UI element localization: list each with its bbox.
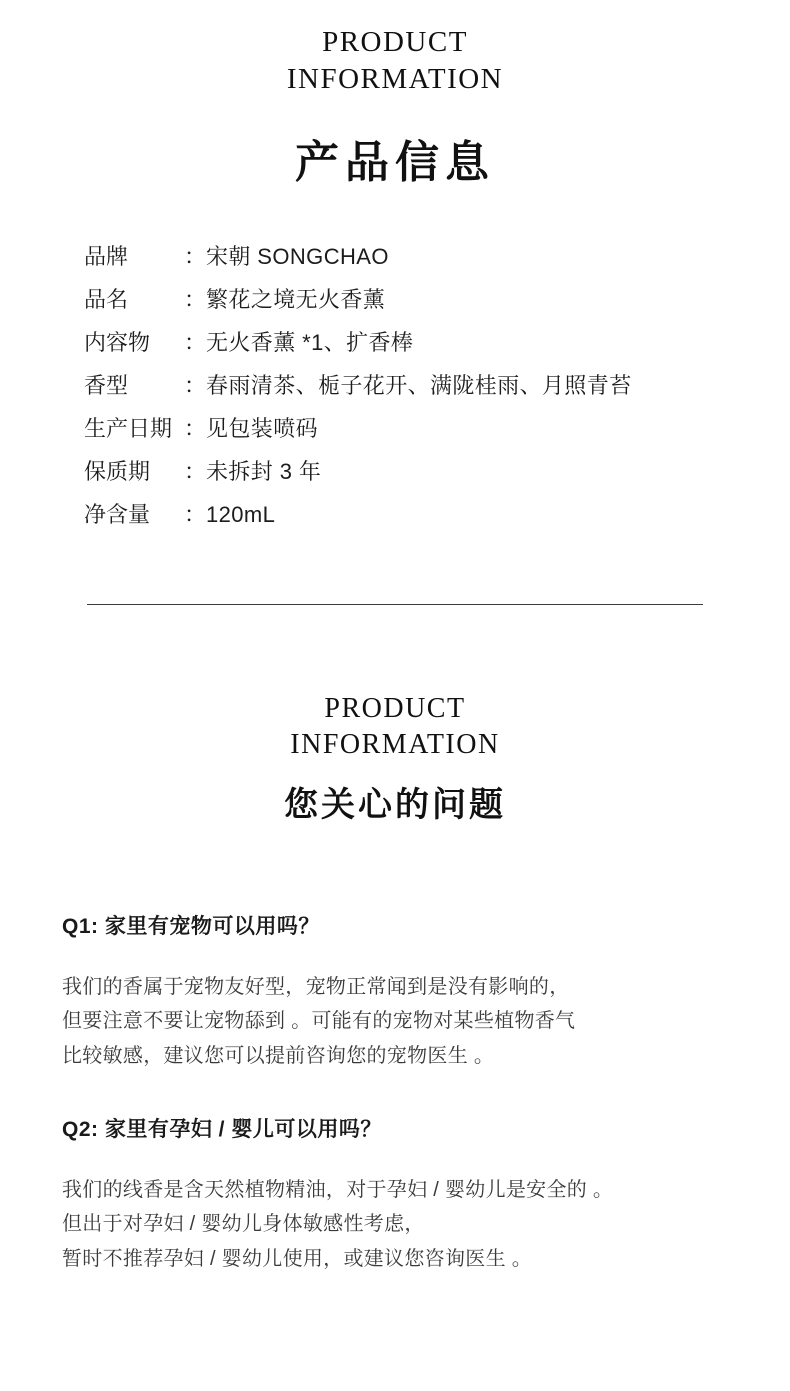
spec-value: 120mL <box>206 502 276 528</box>
spec-label-text: 净含量 <box>84 502 151 528</box>
faq-answer-line: 我们的线香是含天然植物精油，对于孕妇 / 婴幼儿是安全的 。 <box>62 1179 614 1202</box>
spec-row <box>84 246 790 268</box>
spec-value: 繁花之境无火香薰 <box>206 287 386 313</box>
spec-label-text: 品牌 <box>84 244 129 270</box>
spec-row <box>84 504 790 526</box>
spec-row <box>84 461 790 483</box>
faq-question: Q1: 家里有宠物可以用吗？ <box>62 914 320 938</box>
spec-label <box>84 289 206 311</box>
spec-value: 宋朝 SONGCHAO <box>206 244 389 270</box>
spec-list <box>0 246 790 526</box>
faq-question: Q2: 家里有孕妇 / 婴儿可以用吗？ <box>62 1118 382 1142</box>
faq-answer <box>62 1173 728 1276</box>
section-header-faq <box>0 691 790 826</box>
spec-label <box>84 504 206 526</box>
section-header-product-information <box>0 0 790 190</box>
spec-value: 见包装喷码 <box>206 416 319 442</box>
faq-answer-line: 但出于对孕妇 / 婴幼儿身体敏感性考虑， <box>62 1213 425 1236</box>
spec-row <box>84 332 790 354</box>
spec-label-colon: ： <box>183 244 206 270</box>
spec-label-text: 保质期 <box>84 459 151 485</box>
spec-label-colon: ： <box>183 416 206 442</box>
eyebrow-line-2: INFORMATION <box>290 729 500 761</box>
spec-label-text: 品名 <box>84 287 129 313</box>
faq-list <box>0 910 790 1276</box>
faq-item <box>62 1113 728 1276</box>
faq-answer-line: 我们的香属于宠物友好型，宠物正常闻到是没有影响的， <box>62 975 570 998</box>
spec-row <box>84 289 790 311</box>
eyebrow-heading <box>0 691 790 763</box>
eyebrow-heading <box>0 24 790 98</box>
spec-label-colon: ： <box>183 287 206 313</box>
faq-answer-line: 但要注意不要让宠物舔到 。可能有的宠物对某些植物香气 <box>62 1010 576 1033</box>
eyebrow-line-1: PRODUCT <box>324 693 466 725</box>
spec-label <box>84 332 206 354</box>
spec-label-colon: ： <box>183 373 206 399</box>
spec-label <box>84 246 206 268</box>
spec-label-colon: ： <box>183 330 206 356</box>
spec-label-text: 香型 <box>84 373 129 399</box>
spec-value: 未拆封 3 年 <box>206 459 322 485</box>
spec-label <box>84 375 206 397</box>
faq-answer <box>62 970 728 1073</box>
faq-title: 您关心的问题 <box>284 785 506 824</box>
spec-row <box>84 418 790 440</box>
spec-label <box>84 418 206 440</box>
spec-label-text: 生产日期 <box>84 416 173 442</box>
faq-item <box>62 910 728 1073</box>
spec-row <box>84 375 790 397</box>
spec-value: 春雨清茶、栀子花开、满陇桂雨、月照青苔 <box>206 373 632 399</box>
spec-label <box>84 461 206 483</box>
eyebrow-line-1: PRODUCT <box>322 26 468 58</box>
faq-answer-line: 暂时不推荐孕妇 / 婴幼儿使用，或建议您咨询医生 。 <box>62 1247 533 1270</box>
eyebrow-line-2: INFORMATION <box>286 63 504 96</box>
spec-label-text: 内容物 <box>84 330 151 356</box>
page-title: 产品信息 <box>295 138 495 188</box>
spec-label-colon: ： <box>183 502 206 528</box>
spec-value: 无火香薰 *1、扩香棒 <box>206 330 414 356</box>
spec-label-colon: ： <box>183 459 206 485</box>
faq-answer-line: 比较敏感，建议您可以提前咨询您的宠物医生 。 <box>62 1044 495 1067</box>
section-divider <box>87 604 703 605</box>
